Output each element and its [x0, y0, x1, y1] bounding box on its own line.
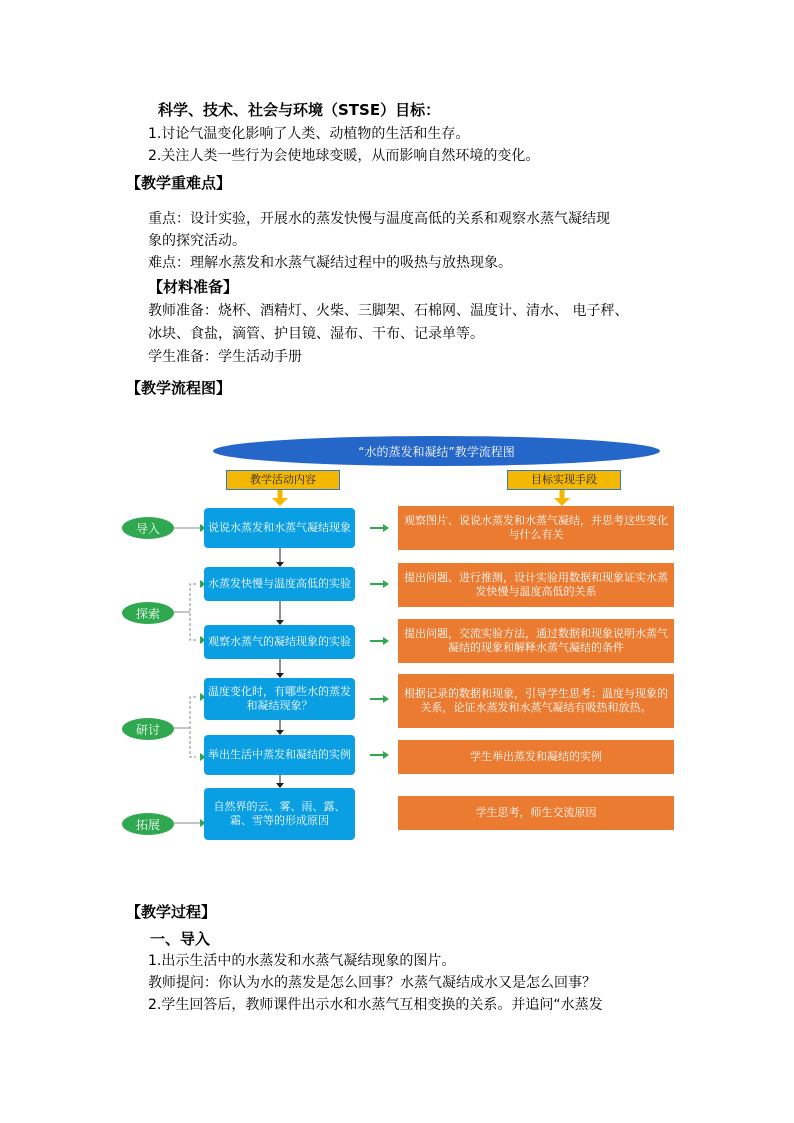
- stse-heading: 科学、技术、社会与环境（STSE）目标：: [158, 101, 441, 119]
- activity-box-2: 水蒸发快慢与温度高低的实验: [204, 567, 355, 601]
- process-heading: 【教学过程】: [126, 903, 217, 921]
- key-points-heading: 【教学重难点】: [126, 174, 232, 192]
- process-line-2: 教师提问：你认为水的蒸发是怎么回事？水蒸气凝结成水又是怎么回事？: [148, 975, 596, 991]
- means-box-6: 学生思考，师生交流原因: [398, 796, 674, 830]
- stage-discuss: 研讨: [122, 718, 174, 740]
- stse-item-2: 2.关注人类一些行为会使地球变暖，从而影响自然环境的变化。: [148, 148, 540, 164]
- means-box-1: 观察图片、说说水蒸发和水蒸气凝结，并思考这些变化与什么有关: [398, 506, 674, 550]
- means-box-4: 根据记录的数据和现象，引导学生思考：温度与现象的关系，论证水蒸发和水蒸气凝结有吸热和放热。: [398, 674, 674, 728]
- means-box-5: 学生举出蒸发和凝结的实例: [398, 740, 674, 774]
- section-intro-heading: 一、导入: [150, 930, 211, 948]
- stage-explore: 探索: [122, 602, 174, 624]
- key-point-line-2: 象的探究活动。: [148, 233, 246, 249]
- student-materials: 学生准备：学生活动手册: [148, 349, 302, 365]
- teacher-materials-line-1: 教师准备：烧杯、酒精灯、火柴、三脚架、石棉网、温度计、清水、 电子秤、: [148, 303, 629, 319]
- activity-box-4: 温度变化时，有哪些水的蒸发和凝结现象？: [204, 678, 355, 720]
- means-box-3: 提出问题，交流实验方法，通过数据和现象说明水蒸气凝结的现象和解释水蒸气凝结的条件: [398, 619, 674, 663]
- arrow-down-icon: [270, 490, 290, 506]
- flowchart-title: “水的蒸发和凝结”教学流程图: [213, 436, 660, 466]
- column-label-activities: 教学活动内容: [226, 470, 340, 490]
- activity-box-1: 说说水蒸发和水蒸气凝结现象: [204, 508, 355, 548]
- activity-box-5: 举出生活中蒸发和凝结的实例: [204, 735, 355, 775]
- stse-item-1: 1.讨论气温变化影响了人类、动植物的生活和生存。: [148, 126, 470, 142]
- means-box-2: 提出问题、进行推测，设计实验用数据和现象证实水蒸发快慢与温度高低的关系: [398, 563, 674, 607]
- column-label-means: 目标实现手段: [507, 470, 621, 490]
- key-point-line-1: 重点：设计实验，开展水的蒸发快慢与温度高低的关系和观察水蒸气凝结现: [148, 211, 610, 227]
- process-line-1: 1.出示生活中的水蒸发和水蒸气凝结现象的图片。: [148, 953, 456, 969]
- activity-down-arrows: [272, 540, 288, 840]
- flow-heading: 【教学流程图】: [126, 379, 232, 397]
- activity-box-3: 观察水蒸气的凝结现象的实验: [204, 625, 355, 659]
- difficulty-point: 难点：理解水蒸发和水蒸气凝结过程中的吸热与放热现象。: [148, 255, 512, 271]
- stage-extend: 拓展: [122, 813, 174, 835]
- stage-intro: 导入: [122, 517, 174, 539]
- materials-heading: 【材料准备】: [148, 278, 239, 296]
- right-arrow-icons: [368, 500, 392, 830]
- teacher-materials-line-2: 冰块、食盐，滴管、护目镜、湿布、干布、记录单等。: [148, 326, 484, 342]
- arrow-down-icon: [552, 490, 572, 506]
- process-line-3: 2.学生回答后，教师课件出示水和水蒸气互相变换的关系。并追问“水蒸发: [148, 997, 603, 1013]
- activity-box-6: 自然界的云、雾、雨、露、霜、雪等的形成原因: [204, 788, 355, 840]
